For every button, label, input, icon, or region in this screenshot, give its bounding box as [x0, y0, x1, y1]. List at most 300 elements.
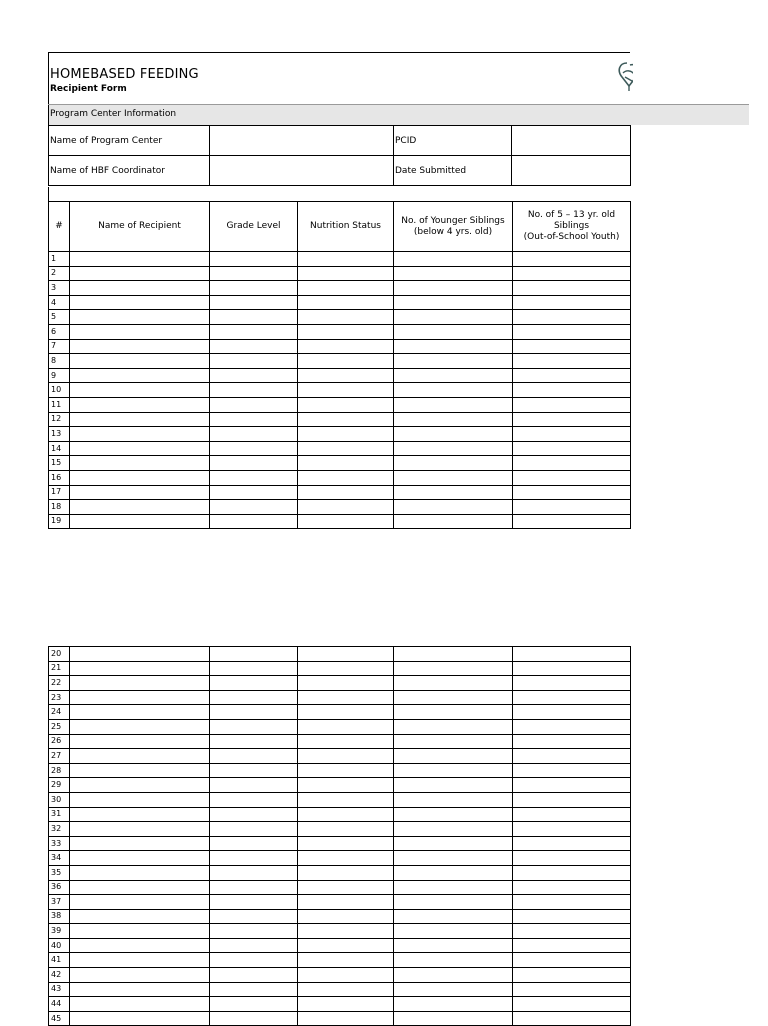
nutrition-status-cell[interactable]: [298, 310, 394, 325]
grade-level-cell[interactable]: [210, 661, 298, 676]
col-header-grade-level: Grade Level: [210, 202, 298, 252]
recipient-name-cell[interactable]: [70, 383, 210, 398]
younger-siblings-cell[interactable]: [394, 719, 513, 734]
nutrition-status-cell[interactable]: [298, 953, 394, 968]
younger-siblings-cell[interactable]: [394, 412, 513, 427]
recipient-name-cell[interactable]: [70, 324, 210, 339]
younger-siblings-cell[interactable]: [394, 266, 513, 281]
nutrition-status-cell[interactable]: [298, 865, 394, 880]
recipient-name-cell[interactable]: [70, 880, 210, 895]
grade-level-cell[interactable]: [210, 310, 298, 325]
recipient-name-cell[interactable]: [70, 441, 210, 456]
younger-siblings-cell[interactable]: [394, 310, 513, 325]
recipient-row: [49, 880, 631, 895]
recipient-name-cell[interactable]: [70, 354, 210, 369]
grade-level-cell[interactable]: [210, 427, 298, 442]
grade-level-cell[interactable]: [210, 266, 298, 281]
nutrition-status-cell[interactable]: [298, 968, 394, 983]
older-siblings-cell[interactable]: [513, 734, 631, 749]
recipient-name-cell[interactable]: [70, 661, 210, 676]
recipient-name-cell[interactable]: [70, 281, 210, 296]
recipient-name-cell[interactable]: [70, 456, 210, 471]
younger-siblings-cell[interactable]: [394, 763, 513, 778]
older-siblings-cell[interactable]: [513, 368, 631, 383]
nutrition-status-cell[interactable]: [298, 938, 394, 953]
nutrition-status-cell[interactable]: [298, 252, 394, 267]
heart-hand-logo-icon: [613, 59, 633, 93]
younger-siblings-cell[interactable]: [394, 836, 513, 851]
nutrition-status-cell[interactable]: [298, 295, 394, 310]
recipient-name-cell[interactable]: [70, 412, 210, 427]
col-header-older-siblings: No. of 5 – 13 yr. old Siblings (Out-of-School Youth): [513, 202, 631, 252]
younger-siblings-cell[interactable]: [394, 647, 513, 662]
younger-siblings-cell[interactable]: [394, 792, 513, 807]
form-title: HOMEBASED FEEDING: [50, 67, 199, 82]
recipient-row: [49, 310, 631, 325]
older-siblings-cell[interactable]: [513, 661, 631, 676]
older-siblings-cell[interactable]: [513, 676, 631, 691]
older-siblings-cell[interactable]: [513, 470, 631, 485]
older-siblings-cell[interactable]: [513, 968, 631, 983]
col-header-number: #: [49, 202, 70, 252]
recipient-name-cell[interactable]: [70, 705, 210, 720]
recipient-name-cell[interactable]: [70, 514, 210, 529]
recipient-row: [49, 339, 631, 354]
nutrition-status-cell[interactable]: [298, 661, 394, 676]
row-number: 39: [49, 924, 70, 939]
older-siblings-cell[interactable]: [513, 938, 631, 953]
recipient-row: [49, 647, 631, 662]
older-siblings-cell[interactable]: [513, 441, 631, 456]
nutrition-status-cell[interactable]: [298, 749, 394, 764]
grade-level-cell[interactable]: [210, 719, 298, 734]
younger-siblings-cell[interactable]: [394, 938, 513, 953]
recipient-name-cell[interactable]: [70, 500, 210, 515]
row-number: 10: [49, 383, 70, 398]
grade-level-cell[interactable]: [210, 968, 298, 983]
nutrition-status-cell[interactable]: [298, 456, 394, 471]
nutrition-status-cell[interactable]: [298, 412, 394, 427]
younger-siblings-cell[interactable]: [394, 368, 513, 383]
nutrition-status-cell[interactable]: [298, 514, 394, 529]
grade-level-cell[interactable]: [210, 822, 298, 837]
date-submitted-field[interactable]: [512, 156, 631, 186]
nutrition-status-cell[interactable]: [298, 368, 394, 383]
older-siblings-cell[interactable]: [513, 749, 631, 764]
grade-level-cell[interactable]: [210, 749, 298, 764]
younger-siblings-cell[interactable]: [394, 865, 513, 880]
younger-siblings-cell[interactable]: [394, 953, 513, 968]
nutrition-status-cell[interactable]: [298, 719, 394, 734]
recipient-name-cell[interactable]: [70, 266, 210, 281]
nutrition-status-cell[interactable]: [298, 690, 394, 705]
grade-level-cell[interactable]: [210, 909, 298, 924]
recipients-table-page-1: [48, 201, 631, 529]
younger-siblings-cell[interactable]: [394, 485, 513, 500]
younger-siblings-cell[interactable]: [394, 295, 513, 310]
younger-siblings-cell[interactable]: [394, 982, 513, 997]
nutrition-status-cell[interactable]: [298, 997, 394, 1012]
grade-level-cell[interactable]: [210, 865, 298, 880]
form-header: [48, 52, 630, 104]
nutrition-status-cell[interactable]: [298, 676, 394, 691]
recipient-row: [49, 441, 631, 456]
program-center-section-header: [48, 104, 749, 125]
older-siblings-cell[interactable]: [513, 895, 631, 910]
col-header-name: Name of Recipient: [70, 202, 210, 252]
nutrition-status-cell[interactable]: [298, 383, 394, 398]
older-siblings-cell[interactable]: [513, 397, 631, 412]
recipient-row: [49, 968, 631, 983]
younger-siblings-cell[interactable]: [394, 281, 513, 296]
nutrition-status-cell[interactable]: [298, 792, 394, 807]
younger-siblings-cell[interactable]: [394, 397, 513, 412]
grade-level-cell[interactable]: [210, 953, 298, 968]
younger-siblings-cell[interactable]: [394, 470, 513, 485]
older-siblings-cell[interactable]: [513, 763, 631, 778]
younger-siblings-cell[interactable]: [394, 354, 513, 369]
nutrition-status-cell[interactable]: [298, 441, 394, 456]
recipient-name-cell[interactable]: [70, 763, 210, 778]
recipient-row: [49, 266, 631, 281]
recipient-name-cell[interactable]: [70, 485, 210, 500]
nutrition-status-cell[interactable]: [298, 778, 394, 793]
row-number: 24: [49, 705, 70, 720]
recipient-row: [49, 500, 631, 515]
younger-siblings-cell[interactable]: [394, 968, 513, 983]
older-siblings-cell[interactable]: [513, 252, 631, 267]
grade-level-cell[interactable]: [210, 383, 298, 398]
older-siblings-cell[interactable]: [513, 456, 631, 471]
nutrition-status-cell[interactable]: [298, 807, 394, 822]
grade-level-cell[interactable]: [210, 938, 298, 953]
older-siblings-cell[interactable]: [513, 705, 631, 720]
older-siblings-cell[interactable]: [513, 412, 631, 427]
nutrition-status-cell[interactable]: [298, 982, 394, 997]
grade-level-cell[interactable]: [210, 368, 298, 383]
grade-level-cell[interactable]: [210, 456, 298, 471]
row-number: 5: [49, 310, 70, 325]
younger-siblings-cell[interactable]: [394, 807, 513, 822]
recipient-name-cell[interactable]: [70, 982, 210, 997]
older-siblings-cell[interactable]: [513, 851, 631, 866]
grade-level-cell[interactable]: [210, 485, 298, 500]
younger-siblings-cell[interactable]: [394, 324, 513, 339]
older-siblings-cell[interactable]: [513, 924, 631, 939]
younger-siblings-cell[interactable]: [394, 441, 513, 456]
grade-level-cell[interactable]: [210, 690, 298, 705]
row-number: 31: [49, 807, 70, 822]
recipient-row: [49, 456, 631, 471]
date-submitted-label: Date Submitted: [394, 156, 512, 186]
younger-siblings-cell[interactable]: [394, 339, 513, 354]
nutrition-status-cell[interactable]: [298, 647, 394, 662]
older-siblings-cell[interactable]: [513, 427, 631, 442]
nutrition-status-cell[interactable]: [298, 705, 394, 720]
row-number: 29: [49, 778, 70, 793]
recipient-name-cell[interactable]: [70, 749, 210, 764]
grade-level-cell[interactable]: [210, 281, 298, 296]
older-siblings-cell[interactable]: [513, 266, 631, 281]
recipient-row: [49, 719, 631, 734]
recipient-name-cell[interactable]: [70, 252, 210, 267]
row-number: 7: [49, 339, 70, 354]
row-number: 17: [49, 485, 70, 500]
recipient-name-cell[interactable]: [70, 997, 210, 1012]
recipient-name-cell[interactable]: [70, 647, 210, 662]
older-siblings-cell[interactable]: [513, 339, 631, 354]
older-siblings-cell[interactable]: [513, 909, 631, 924]
row-number: 3: [49, 281, 70, 296]
recipients-rows-page-2: [49, 647, 631, 1026]
recipient-name-cell[interactable]: [70, 968, 210, 983]
younger-siblings-cell[interactable]: [394, 690, 513, 705]
grade-level-cell[interactable]: [210, 676, 298, 691]
grade-level-cell[interactable]: [210, 500, 298, 515]
recipient-name-cell[interactable]: [70, 368, 210, 383]
row-number: 4: [49, 295, 70, 310]
recipient-row: [49, 807, 631, 822]
grade-level-cell[interactable]: [210, 997, 298, 1012]
recipient-name-cell[interactable]: [70, 865, 210, 880]
younger-siblings-cell[interactable]: [394, 895, 513, 910]
row-number: 36: [49, 880, 70, 895]
recipient-row: [49, 661, 631, 676]
row-number: 1: [49, 252, 70, 267]
recipient-name-cell[interactable]: [70, 310, 210, 325]
older-siblings-cell[interactable]: [513, 792, 631, 807]
recipient-name-cell[interactable]: [70, 807, 210, 822]
recipient-row: [49, 485, 631, 500]
grade-level-cell[interactable]: [210, 412, 298, 427]
recipient-row: [49, 792, 631, 807]
older-siblings-cell[interactable]: [513, 281, 631, 296]
grade-level-cell[interactable]: [210, 807, 298, 822]
older-siblings-cell[interactable]: [513, 310, 631, 325]
grade-level-cell[interactable]: [210, 705, 298, 720]
nutrition-status-cell[interactable]: [298, 397, 394, 412]
nutrition-status-cell[interactable]: [298, 924, 394, 939]
row-number: 45: [49, 1011, 70, 1026]
younger-siblings-cell[interactable]: [394, 661, 513, 676]
grade-level-cell[interactable]: [210, 895, 298, 910]
younger-siblings-cell[interactable]: [394, 778, 513, 793]
pcid-field[interactable]: [512, 126, 631, 156]
recipient-row: [49, 690, 631, 705]
program-center-field[interactable]: [210, 126, 394, 156]
older-siblings-cell[interactable]: [513, 647, 631, 662]
recipient-row: [49, 953, 631, 968]
younger-siblings-cell[interactable]: [394, 676, 513, 691]
grade-level-cell[interactable]: [210, 851, 298, 866]
nutrition-status-cell[interactable]: [298, 485, 394, 500]
recipient-row: [49, 763, 631, 778]
younger-siblings-cell[interactable]: [394, 427, 513, 442]
row-number: 16: [49, 470, 70, 485]
row-number: 41: [49, 953, 70, 968]
grade-level-cell[interactable]: [210, 252, 298, 267]
nutrition-status-cell[interactable]: [298, 324, 394, 339]
nutrition-status-cell[interactable]: [298, 763, 394, 778]
nutrition-status-cell[interactable]: [298, 354, 394, 369]
younger-siblings-cell[interactable]: [394, 909, 513, 924]
row-number: 38: [49, 909, 70, 924]
older-siblings-cell[interactable]: [513, 354, 631, 369]
row-number: 14: [49, 441, 70, 456]
younger-siblings-cell[interactable]: [394, 924, 513, 939]
recipient-name-cell[interactable]: [70, 470, 210, 485]
recipient-row: [49, 895, 631, 910]
recipient-name-cell[interactable]: [70, 792, 210, 807]
grade-level-cell[interactable]: [210, 470, 298, 485]
row-number: 37: [49, 895, 70, 910]
section-spacer: [48, 187, 630, 201]
grade-level-cell[interactable]: [210, 354, 298, 369]
older-siblings-cell[interactable]: [513, 500, 631, 515]
recipient-row: [49, 354, 631, 369]
recipient-row: [49, 909, 631, 924]
recipient-name-cell[interactable]: [70, 938, 210, 953]
recipient-row: [49, 470, 631, 485]
grade-level-cell[interactable]: [210, 982, 298, 997]
nutrition-status-cell[interactable]: [298, 909, 394, 924]
younger-siblings-cell[interactable]: [394, 252, 513, 267]
recipient-name-cell[interactable]: [70, 924, 210, 939]
grade-level-cell[interactable]: [210, 792, 298, 807]
recipient-row: [49, 412, 631, 427]
younger-siblings-cell[interactable]: [394, 734, 513, 749]
row-number: 40: [49, 938, 70, 953]
recipient-name-cell[interactable]: [70, 690, 210, 705]
grade-level-cell[interactable]: [210, 295, 298, 310]
nutrition-status-cell[interactable]: [298, 734, 394, 749]
older-siblings-cell[interactable]: [513, 880, 631, 895]
older-siblings-cell[interactable]: [513, 778, 631, 793]
recipient-row: [49, 397, 631, 412]
hbf-coordinator-row: [49, 156, 631, 186]
hbf-coordinator-field[interactable]: [210, 156, 394, 186]
grade-level-cell[interactable]: [210, 924, 298, 939]
row-number: 22: [49, 676, 70, 691]
younger-siblings-cell[interactable]: [394, 383, 513, 398]
col-header-nutrition-status: Nutrition Status: [298, 202, 394, 252]
grade-level-cell[interactable]: [210, 763, 298, 778]
grade-level-cell[interactable]: [210, 647, 298, 662]
recipient-row: [49, 734, 631, 749]
recipient-name-cell[interactable]: [70, 909, 210, 924]
younger-siblings-cell[interactable]: [394, 822, 513, 837]
recipient-name-cell[interactable]: [70, 339, 210, 354]
older-siblings-cell[interactable]: [513, 836, 631, 851]
younger-siblings-cell[interactable]: [394, 705, 513, 720]
recipient-name-cell[interactable]: [70, 295, 210, 310]
older-siblings-cell[interactable]: [513, 822, 631, 837]
older-siblings-cell[interactable]: [513, 982, 631, 997]
older-siblings-cell[interactable]: [513, 997, 631, 1012]
nutrition-status-cell[interactable]: [298, 851, 394, 866]
younger-siblings-cell[interactable]: [394, 456, 513, 471]
older-siblings-cell[interactable]: [513, 485, 631, 500]
recipient-row: [49, 982, 631, 997]
row-number: 8: [49, 354, 70, 369]
older-siblings-cell[interactable]: [513, 295, 631, 310]
older-siblings-cell[interactable]: [513, 807, 631, 822]
recipient-name-cell[interactable]: [70, 397, 210, 412]
nutrition-status-cell[interactable]: [298, 470, 394, 485]
row-number: 18: [49, 500, 70, 515]
grade-level-cell[interactable]: [210, 880, 298, 895]
row-number: 44: [49, 997, 70, 1012]
recipient-name-cell[interactable]: [70, 953, 210, 968]
nutrition-status-cell[interactable]: [298, 880, 394, 895]
grade-level-cell[interactable]: [210, 836, 298, 851]
recipient-row: [49, 836, 631, 851]
nutrition-status-cell[interactable]: [298, 281, 394, 296]
row-number: 35: [49, 865, 70, 880]
recipient-name-cell[interactable]: [70, 719, 210, 734]
older-siblings-cell[interactable]: [513, 324, 631, 339]
nutrition-status-cell[interactable]: [298, 500, 394, 515]
nutrition-status-cell[interactable]: [298, 427, 394, 442]
row-number: 2: [49, 266, 70, 281]
grade-level-cell[interactable]: [210, 778, 298, 793]
recipient-name-cell[interactable]: [70, 676, 210, 691]
older-siblings-cell[interactable]: [513, 690, 631, 705]
grade-level-cell[interactable]: [210, 734, 298, 749]
older-siblings-cell[interactable]: [513, 383, 631, 398]
grade-level-cell[interactable]: [210, 441, 298, 456]
nutrition-status-cell[interactable]: [298, 339, 394, 354]
recipient-name-cell[interactable]: [70, 778, 210, 793]
younger-siblings-cell[interactable]: [394, 851, 513, 866]
recipient-row: [49, 778, 631, 793]
recipient-name-cell[interactable]: [70, 836, 210, 851]
nutrition-status-cell[interactable]: [298, 822, 394, 837]
older-siblings-cell[interactable]: [513, 865, 631, 880]
form-subtitle: Recipient Form: [50, 84, 127, 94]
row-number: 42: [49, 968, 70, 983]
grade-level-cell[interactable]: [210, 324, 298, 339]
row-number: 26: [49, 734, 70, 749]
younger-siblings-cell[interactable]: [394, 997, 513, 1012]
nutrition-status-cell[interactable]: [298, 266, 394, 281]
recipient-row: [49, 749, 631, 764]
younger-siblings-cell[interactable]: [394, 880, 513, 895]
recipient-row: [49, 938, 631, 953]
recipient-name-cell[interactable]: [70, 851, 210, 866]
older-siblings-cell[interactable]: [513, 514, 631, 529]
recipient-name-cell[interactable]: [70, 895, 210, 910]
older-siblings-cell[interactable]: [513, 719, 631, 734]
older-siblings-cell[interactable]: [513, 953, 631, 968]
recipient-name-cell[interactable]: [70, 822, 210, 837]
nutrition-status-cell[interactable]: [298, 895, 394, 910]
row-number: 28: [49, 763, 70, 778]
grade-level-cell[interactable]: [210, 339, 298, 354]
younger-siblings-cell[interactable]: [394, 749, 513, 764]
nutrition-status-cell[interactable]: [298, 836, 394, 851]
grade-level-cell[interactable]: [210, 397, 298, 412]
younger-siblings-cell[interactable]: [394, 514, 513, 529]
younger-siblings-cell[interactable]: [394, 500, 513, 515]
grade-level-cell[interactable]: [210, 514, 298, 529]
row-number: 43: [49, 982, 70, 997]
recipient-name-cell[interactable]: [70, 734, 210, 749]
recipient-row: [49, 295, 631, 310]
recipient-name-cell[interactable]: [70, 427, 210, 442]
program-center-info-table: [48, 125, 631, 186]
recipient-row: [49, 252, 631, 267]
